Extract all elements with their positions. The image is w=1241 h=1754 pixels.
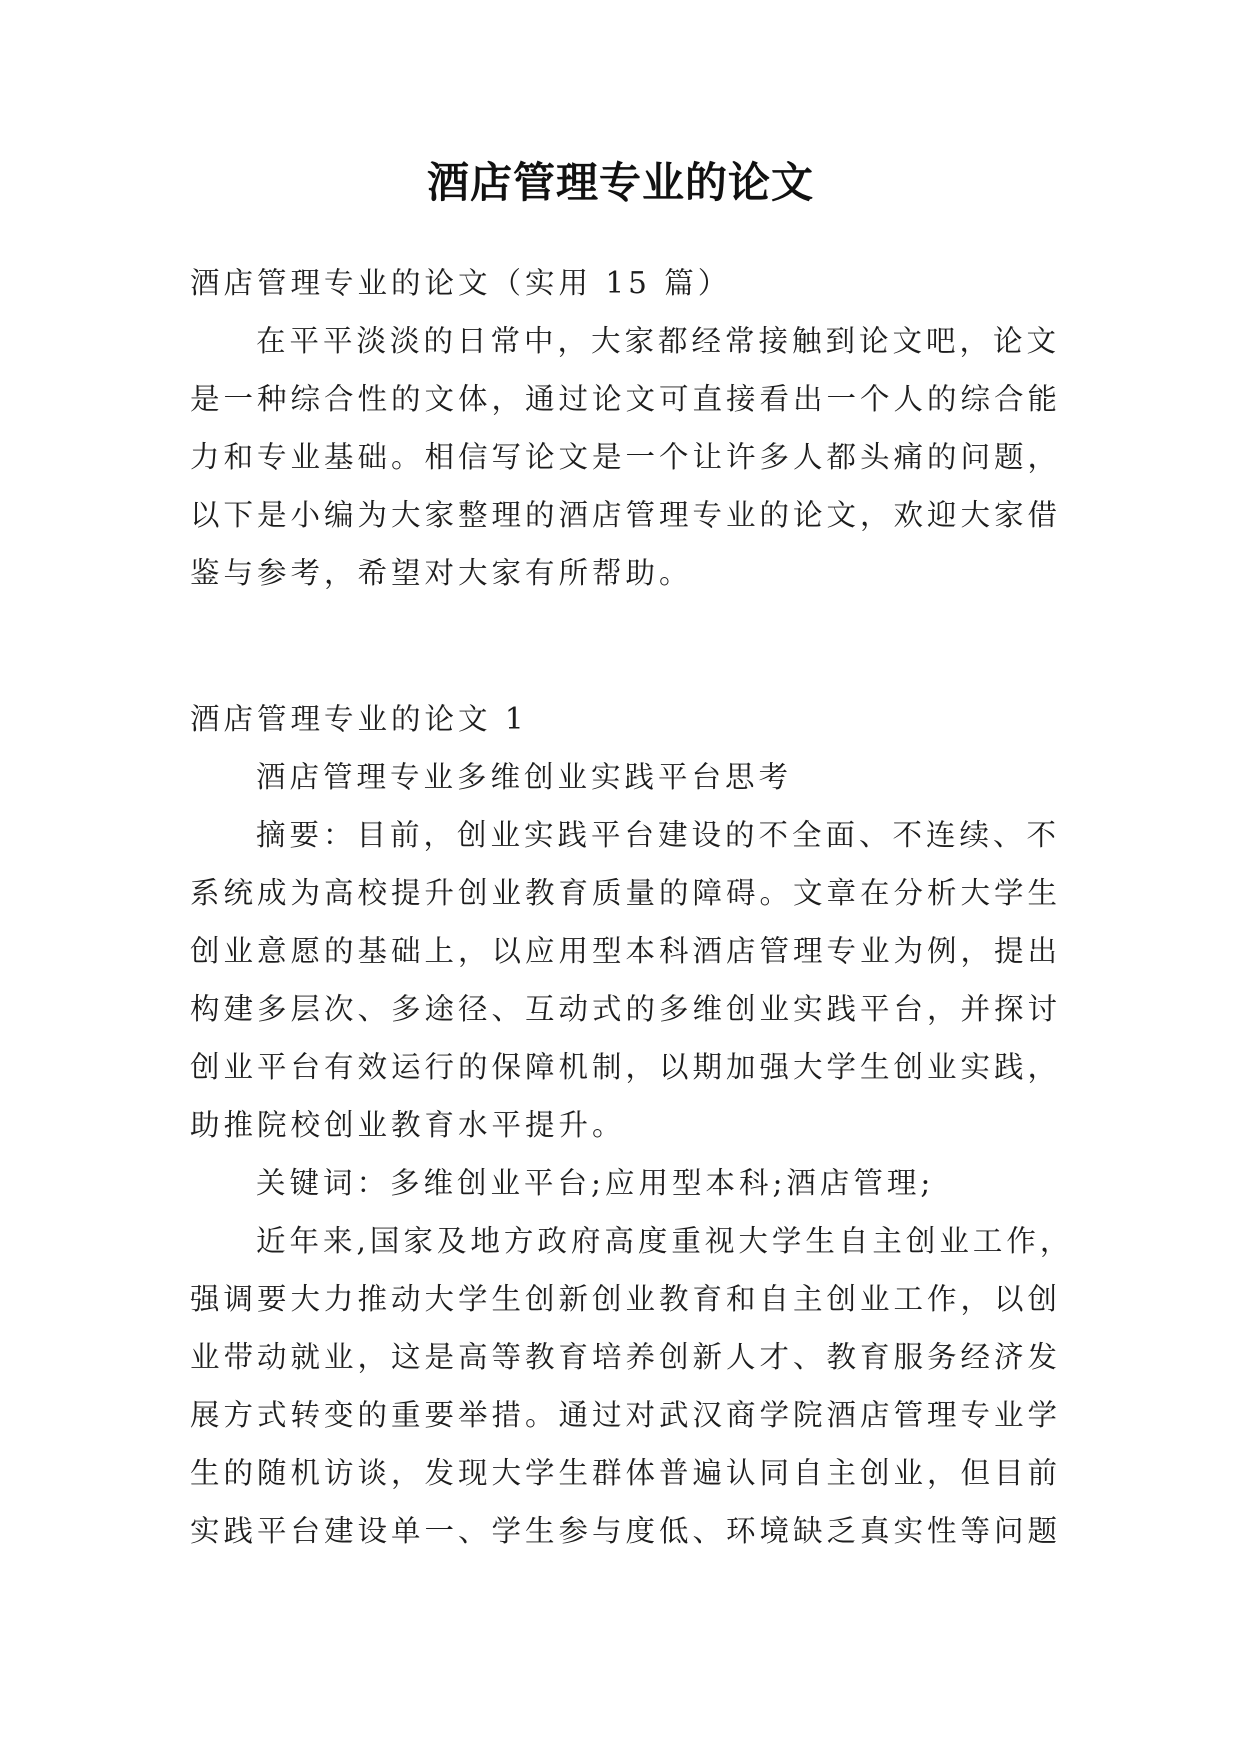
subtitle: 酒店管理专业的论文（实用 15 篇） xyxy=(190,266,732,300)
intro-line: 力和专业基础。相信写论文是一个让许多人都头痛的问题， xyxy=(190,440,1062,474)
intro-line: 是一种综合性的文体，通过论文可直接看出一个人的综合能 xyxy=(190,382,1062,416)
body-line: 生的随机访谈，发现大学生群体普遍认同自主创业，但目前 xyxy=(190,1456,1062,1490)
intro-line: 在平平淡淡的日常中，大家都经常接触到论文吧，论文 xyxy=(256,324,1061,358)
intro-section xyxy=(190,254,1070,602)
body-line: 业带动就业，这是高等教育培养创新人才、教育服务经济发 xyxy=(190,1340,1062,1374)
body-line: 近年来,国家及地方政府高度重视大学生自主创业工作， xyxy=(256,1224,1074,1258)
document-title: 酒店管理专业的论文 xyxy=(426,158,814,207)
intro-line: 鉴与参考，希望对大家有所帮助。 xyxy=(190,556,693,590)
abstract-line: 系统成为高校提升创业教育质量的障碍。文章在分析大学生 xyxy=(190,876,1062,910)
abstract-line: 助推院校创业教育水平提升。 xyxy=(190,1108,626,1142)
keywords: 关键词：多维创业平台;应用型本科;酒店管理; xyxy=(256,1166,935,1200)
article-title: 酒店管理专业多维创业实践平台思考 xyxy=(256,760,793,794)
section-1 xyxy=(190,690,1074,1560)
body-line: 实践平台建设单一、学生参与度低、环境缺乏真实性等问题 xyxy=(190,1514,1062,1548)
body-line: 展方式转变的重要举措。通过对武汉商学院酒店管理专业学 xyxy=(190,1398,1062,1432)
abstract-line: 构建多层次、多途径、互动式的多维创业实践平台，并探讨 xyxy=(190,992,1062,1026)
abstract-line: 创业意愿的基础上，以应用型本科酒店管理专业为例，提出 xyxy=(190,934,1062,968)
body-line: 强调要大力推动大学生创新创业教育和自主创业工作，以创 xyxy=(190,1282,1062,1316)
abstract-line: 摘要：目前，创业实践平台建设的不全面、不连续、不 xyxy=(256,818,1061,852)
section-heading: 酒店管理专业的论文 1 xyxy=(190,702,528,736)
intro-line: 以下是小编为大家整理的酒店管理专业的论文，欢迎大家借 xyxy=(190,498,1062,532)
abstract-line: 创业平台有效运行的保障机制，以期加强大学生创业实践， xyxy=(190,1050,1062,1084)
